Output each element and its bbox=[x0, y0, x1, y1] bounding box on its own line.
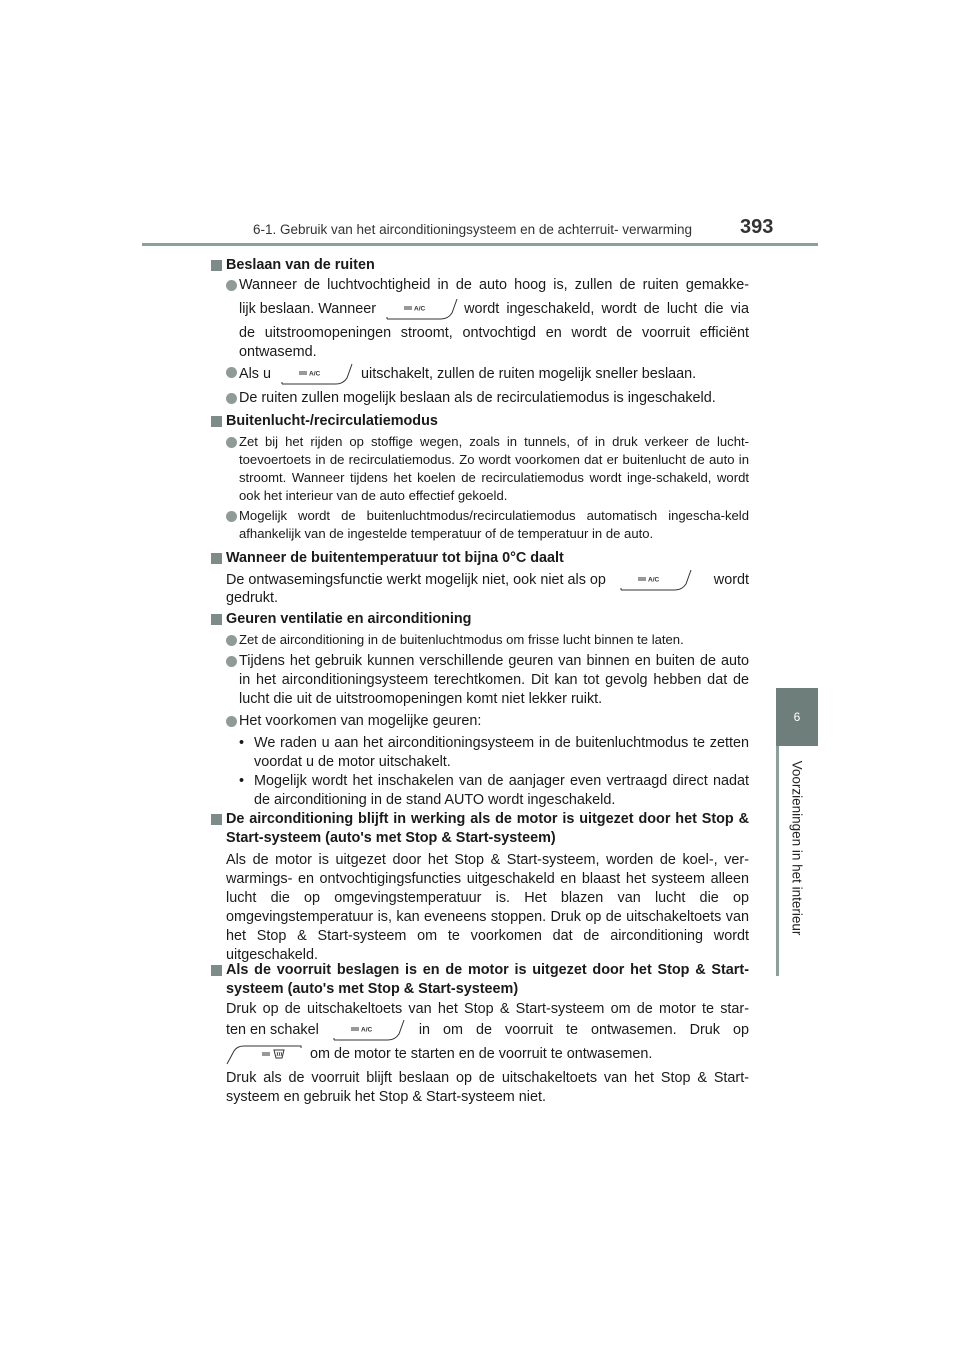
round-bullet-icon bbox=[226, 511, 237, 522]
round-bullet-icon bbox=[226, 393, 237, 404]
paragraph-line-with-icon: ten en schakel in om de voorruit te ontwasemen. Druk op bbox=[211, 1017, 749, 1043]
list-item: • We raden u aan het airconditioningsysteem in de buitenluchtmodus te zetten voordat u de motor uitschakelt. bbox=[239, 735, 749, 770]
bullet-item: Het voorkomen van mogelijke geuren: bbox=[211, 712, 749, 731]
header-rule bbox=[142, 243, 818, 246]
bullet-item: Mogelijk wordt de buitenluchtmodus/recirculatiemodus automatisch ingescha-keld afhankelijk van de ingestelde temperatuur of de temperatuur in de auto. bbox=[211, 507, 749, 543]
square-bullet-icon bbox=[211, 260, 222, 271]
round-bullet-icon bbox=[226, 437, 237, 448]
bullet-item: Zet bij het rijden op stoffige wegen, zoals in tunnels, of in druk verkeer de lucht-toevoertoets in de recirculatiemodus. Zo wordt voorkomen dat er buitenlucht de auto in stroomt. Wanneer tijdens het koelen de recirculatiemodus wordt inge-schakeld, wordt ook het interieur van de auto effectief gekoeld. bbox=[211, 433, 749, 505]
square-bullet-icon bbox=[211, 965, 222, 976]
section-heading: Beslaan van de ruiten bbox=[211, 256, 749, 275]
square-bullet-icon bbox=[211, 553, 222, 564]
paragraph: Als de motor is uitgezet door het Stop & Start-systeem, worden de koel-, ver-warmings- en ontvochtigingsfuncties uitgeschakeld en blaast het systeem alleen lucht die op omgevingstemperatuur is. Het blazen van lucht die op omgevingstemperatuur is, kan eveneens stoppen. Druk op de uitschakeltoets van het Stop & Start-systeem om te voorkomen dat de airconditioning wordt uitgeschakeld. bbox=[226, 852, 749, 963]
ac-button-icon bbox=[386, 298, 458, 320]
square-bullet-icon bbox=[211, 614, 222, 625]
section-heading: Buitenlucht-/recirculatiemodus bbox=[211, 412, 749, 431]
round-bullet-icon bbox=[226, 716, 237, 727]
square-bullet-icon bbox=[211, 416, 222, 427]
front-defogger-button-icon bbox=[226, 1043, 302, 1065]
section-heading: De airconditioning blijft in werking als de motor is uitgezet door het Stop & Start-systeem (auto's met Stop & Start-systeem) bbox=[211, 810, 749, 848]
ac-button-icon bbox=[620, 569, 692, 591]
bullet-item: Als u uitschakelt, zullen de ruiten mogelijk sneller beslaan. bbox=[211, 362, 749, 386]
bullet-item-continuation: de uitstroomopeningen stroomt, ontvochtigd en wordt de voorruit efficiënt ontwasemd. bbox=[239, 325, 749, 360]
round-bullet-icon bbox=[226, 656, 237, 667]
ac-button-icon bbox=[281, 363, 353, 385]
section-heading: Wanneer de buitentemperatuur tot bijna 0°C daalt bbox=[211, 549, 749, 568]
bullet-item: Tijdens het gebruik kunnen verschillende geuren van binnen en buiten de auto in het airconditioningsysteem terechtkomen. Dit kan tot gevolg hebben dat de lucht die uit de uitstroomopeningen komt niet lekker ruikt. bbox=[211, 652, 749, 709]
section-heading: Geuren ventilatie en airconditioning bbox=[211, 610, 749, 629]
section-heading: Als de voorruit beslagen is en de motor is uitgezet door het Stop & Start-systeem (auto's met Stop & Start-systeem) bbox=[211, 961, 749, 999]
bullet-line-with-icon: lijk beslaan. Wanneer wordt ingeschakeld, wordt de lucht die via bbox=[211, 296, 749, 322]
paragraph: gedrukt. bbox=[226, 590, 278, 606]
round-bullet-icon bbox=[226, 635, 237, 646]
header-title: 6-1. Gebruik van het airconditioningsysteem en de achterruit- verwarming bbox=[253, 222, 692, 237]
square-bullet-icon bbox=[211, 814, 222, 825]
bullet-item: Wanneer de luchtvochtigheid in de auto hoog is, zullen de ruiten gemakke- bbox=[211, 276, 749, 295]
sub-list bbox=[211, 734, 749, 810]
page-number: 393 bbox=[740, 216, 774, 238]
round-bullet-icon bbox=[226, 280, 237, 291]
side-tab-number: 6 bbox=[776, 688, 818, 746]
paragraph-line-with-icon: om de motor te starten en de voorruit te ontwasemen. bbox=[211, 1042, 749, 1066]
paragraph: Druk als de voorruit blijft beslaan op de uitschakeltoets van het Stop & Start-systeem en gebruik het Stop & Start-systeem niet. bbox=[226, 1070, 749, 1105]
round-bullet-icon bbox=[226, 367, 237, 378]
list-item: • Mogelijk wordt het inschakelen van de aanjager even vertraagd direct nadat de airconditioning in de stand AUTO wordt ingeschakeld. bbox=[239, 773, 749, 808]
bullet-item: De ruiten zullen mogelijk beslaan als de recirculatiemodus is ingeschakeld. bbox=[211, 389, 749, 408]
ac-button-icon bbox=[333, 1019, 405, 1041]
side-tab-label: Voorzieningen in het interieur bbox=[789, 760, 805, 936]
bullet-item: Zet de airconditioning in de buitenluchtmodus om frisse lucht binnen te laten. bbox=[211, 631, 749, 649]
paragraph: Druk op de uitschakeltoets van het Stop & Start-systeem om de motor te star- bbox=[226, 1001, 749, 1017]
paragraph-line-with-icon: De ontwasemingsfunctie werkt mogelijk niet, ook niet als op wordt bbox=[211, 568, 749, 592]
